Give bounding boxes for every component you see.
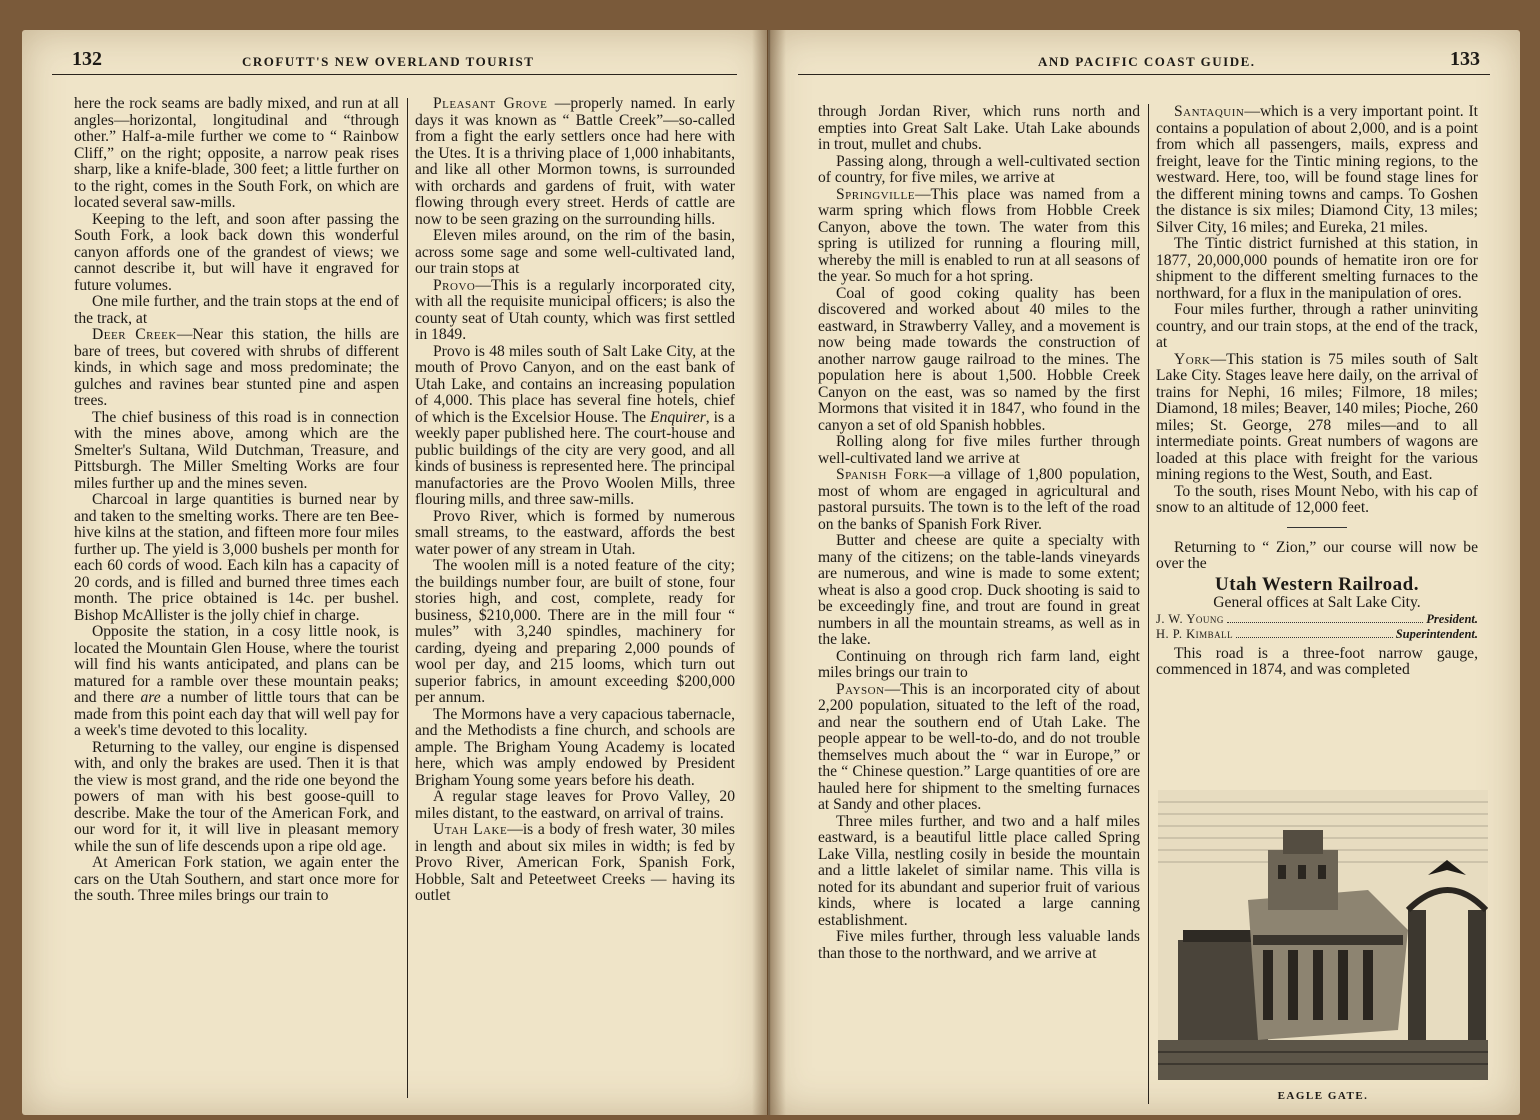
paragraph: Returning to “ Zion,” our course will now be over the xyxy=(1156,538,1478,572)
officer-row xyxy=(1156,612,1478,627)
railroad-title: Utah Western Railroad. xyxy=(1215,573,1419,595)
text-span: —is a body of fresh water, 30 miles in length and about six miles in width; is fed by Provo River, American Fork, Spanish Fork, Hobble, Salt and Peteetweet Creeks — having its outlet xyxy=(415,821,735,904)
text-span: a number of little tours that can be made from this point each day that will well pay for a week's time devoted to this locality. xyxy=(74,689,400,739)
left-column-2 xyxy=(415,96,735,905)
paragraph xyxy=(818,187,1140,286)
section-divider xyxy=(1287,527,1347,528)
text-span: —which is a very important point. It contains a population of about 2,000, and is a point from which all passengers, mails, express and freight, leave for the Tintic mining regions, to the westward. Here, too, will be found stage lines for the different mining towns and camps. To Goshen the distance is six miles; Diamond City, 13 miles; Silver City, 16 miles; and Eureka, 21 miles. xyxy=(1156,103,1478,236)
paragraph xyxy=(415,96,735,228)
left-page xyxy=(22,30,767,1115)
paragraph: The woolen mill is a noted feature of the city; the buildings number four, are built of stone, four stories high, and cost, complete, ready for business, $210,000. There are in the mill four “ mules” with 3,240 spindles, machinery for carding, dyeing and preparing 2,000 pounds of wool per day, and 215 looms, which turn out superior fabrics, in amount exceeding $200,000 per annum. xyxy=(415,557,735,706)
left-column-1 xyxy=(74,96,399,905)
right-column-2 xyxy=(1156,104,1478,679)
paragraph: Provo River, which is formed by numerous small streams, to the eastward, affords the best water power of any stream in Utah. xyxy=(415,507,735,558)
text-span: —This is a regularly incorporated city, with all the requisite municipal officers; is also the county seat of Utah county, which was first settled in 1849. xyxy=(415,276,735,343)
text-span: Provo is 48 miles south of Salt Lake City, at the mouth of Provo Canyon, and on the east bank of Utah Lake, and contains an increasing population of 4,000. This place has several fine hotels, chief of which is the Excelsior House. The xyxy=(415,342,735,426)
text-span: Opposite the station, in a cosy little nook, is located the Mountain Glen House, where the tourist will find his wants anticipated, and plans can be matured for a ramble over these mountain peaks; and there xyxy=(74,623,399,706)
paragraph xyxy=(415,822,735,905)
italic-word: Enquirer xyxy=(650,408,706,426)
page-number-right: 133 xyxy=(1450,48,1480,70)
paragraph: here the rock seams are badly mixed, and run at all angles—horizontal, longitudinal and “through other.” Half-a-mile further we come to “ Rainbow Cliff,” on the right; opposite, a narrow peak rises sharp, like a knife-blade, 300 feet; a little further on to the right, comes in the South Fork, on which are located several saw-mills. xyxy=(74,95,399,211)
place-heading: Santaquin xyxy=(1174,103,1245,120)
place-heading: York xyxy=(1174,350,1211,368)
leader-dots xyxy=(1236,627,1393,638)
paragraph: Continuing on through rich farm land, eight miles brings our train to xyxy=(818,647,1140,681)
text-span: hills are bare of trees, but covered with shrubs of different kinds, in which sage and moss predominate; the gulches and ravines bear stunted pine and aspen trees. xyxy=(74,326,399,409)
place-heading: Deer Creek xyxy=(92,326,177,343)
column-rule xyxy=(1148,104,1149,1104)
leader-dots xyxy=(1227,612,1423,623)
place-heading: Provo xyxy=(433,276,476,294)
text-span: , is a weekly paper published here. The court-house and public buildings of the city are very good, and all kinds of business is represented here. The principal manufactories are the Provo Woolen Mills, three flouring mills, and three saw-mills. xyxy=(415,408,735,508)
paragraph xyxy=(74,624,399,740)
paragraph: The chief business of this road is in connection with the mines above, among which are the Smelter's Sultana, Wild Dutchman, Treasure, and Pittsburgh. The Miller Smelting Works are four miles further up and the mines seven. xyxy=(74,408,399,492)
paragraph: At American Fork station, we again enter the cars on the Utah Southern, and start once more for the south. Three miles brings our train to xyxy=(74,854,399,904)
paragraph xyxy=(818,467,1140,533)
paragraph xyxy=(415,344,735,509)
officer-name: J. W. Young xyxy=(1156,611,1224,626)
paragraph: This road is a three-foot narrow gauge, commenced in 1874, and was completed xyxy=(1156,644,1478,678)
place-heading: Springville xyxy=(836,185,915,203)
italic-word: are xyxy=(140,689,161,706)
place-heading: Pleasant Grove xyxy=(433,95,548,112)
paragraph xyxy=(1156,104,1478,236)
paragraph: Charcoal in large quantities is burned near by and taken to the smelting works. There are ten Bee-hive kilns at the station, and fifteen more four miles further up. The yield is 3,000 bushels per month for each 60 cords of wood. Each kiln has a capacity of 20 cords, and is filled and burned three times each month. The price obtained is 14c. per bushel. Bishop McAllister is the jolly chief in charge. xyxy=(74,491,399,624)
text-span: —This is an incorporated city of about 2,200 population, situated to the left of the road, and near the southern end of Utah Lake. The people appear to be well-to-do, and do not trouble themselves much about the “ war in Europe,” or the “ Chinese question.” Large quantities of ore are hauled here for shipment to the smelting furnaces at Sandy and other places. xyxy=(818,680,1140,813)
paragraph: The Mormons have a very capacious tabernacle, and the Methodists a fine church, and schools are ample. The Brigham Young Academy is located here, which was amply endowed by President Brigham Young some years before his death. xyxy=(415,705,735,789)
text-span: —a village of 1,800 population, most of whom are engaged in agricultural and pastoral pursuits. The town is to the left of the road on the banks of Spanish Fork River. xyxy=(818,466,1140,533)
paragraph: Four miles further, through a rather uninviting country, and our train stops, at the end of the track, at xyxy=(1156,301,1478,351)
paragraph: A regular stage leaves for Provo Valley, 20 miles distant, to the eastward, on arrival of trains. xyxy=(415,788,735,822)
paragraph: Keeping to the left, and soon after passing the South Fork, a look back down this wonderful canyon affords one of the grandest of views; we cannot describe it, but will have it engraved for future volumes. xyxy=(74,210,399,294)
paragraph: Five miles further, through less valuable lands than those to the northward, and we arrive at xyxy=(818,928,1140,962)
paragraph: To the south, rises Mount Nebo, with his cap of snow to an altitude of 12,000 feet. xyxy=(1156,482,1478,516)
right-page xyxy=(768,30,1520,1115)
place-heading: Spanish Fork xyxy=(836,466,929,483)
place-heading: Payson xyxy=(836,680,885,698)
column-rule xyxy=(407,98,408,1098)
paragraph xyxy=(415,278,735,344)
officer-name: H. P. Kimball xyxy=(1156,626,1234,641)
paragraph: Three miles further, and two and a half miles eastward, is a beautiful little place called Spring Lake Villa, nestling cosily in beside the mountain and a little lakelet of similar name. This villa is noted for its abundant and superior fruit of various kinds, where is located a large canning establishment. xyxy=(818,812,1140,929)
place-heading: Utah Lake xyxy=(433,821,508,838)
illustration-caption: EAGLE GATE. xyxy=(1277,1090,1369,1102)
right-page-header xyxy=(798,46,1490,75)
left-page-header xyxy=(52,46,737,75)
paragraph: through Jordan River, which runs north and empties into Great Salt Lake. Utah Lake abounds in trout, mullet and chubs. xyxy=(818,103,1140,153)
paragraph: Eleven miles around, on the rim of the basin, across some sage and some well-cultivated land, our train stops at xyxy=(415,227,735,277)
paragraph xyxy=(1156,352,1478,484)
general-offices: General offices at Salt Lake City. xyxy=(1213,594,1421,611)
paragraph xyxy=(818,682,1140,814)
paragraph: Butter and cheese are quite a specialty with many of the citizens; on the table-lands vineyards are numerous, and wine is made to some extent; wheat is also a good crop. Duck shooting is said to be exceedingly fine, and trout are found in great numbers in all the mountain streams, as well as in the lake. xyxy=(818,532,1140,648)
text-span: —This station is 75 miles south of Salt Lake City. Stages leave here daily, on the arrival of trains for Nephi, 16 miles; Filmore, 18 miles; Diamond, 18 miles; Beaver, 140 miles; Pioche, 260 miles; St. George, 278 miles—and to all intermediate points. Great numbers of wagons are loaded at this place with freight for the various mining regions to the West, South, and East. xyxy=(1156,350,1478,483)
paragraph: Coal of good coking quality has been discovered and worked about 40 miles to the eastward, in Strawberry Valley, and a movement is now being made towards the construction of another narrow gauge railroad to the mines. The population here is about 1,500. Hobble Creek Canyon on the east, was so named by the first Mormons that visited it in 1847, who found in the canyon a set of old Spanish hobbles. xyxy=(818,284,1140,434)
paragraph: Returning to the valley, our engine is dispensed with, and only the brakes are used. Then it is that the view is most grand, and the ride one beyond the powers of man with his best goose-quill to describe. Make the tour of the American Fork, and our word for it, it will live in pleasant memory while the sun of life descends upon a ripe old age. xyxy=(74,738,399,855)
paragraph: The Tintic district furnished at this station, in 1877, 20,000,000 pounds of hematite iron ore for shipment to the different smelting furnaces to the northward, for a flux in the manipulation of ores. xyxy=(1156,235,1478,302)
paragraph xyxy=(74,327,399,410)
page-number-left: 132 xyxy=(72,48,102,70)
paragraph: Passing along, through a well-cultivated section of country, for five miles, we arrive at xyxy=(818,152,1140,186)
text-span: —properly named. In early days it was known as “ Battle Creek”—so-called from a fight the early settlers once had here with the Utes. It is a thriving place of 1,000 inhabitants, and like all other Mormon towns, is surrounded with orchards and gardens of fruit, with water flowing through every street. Herds of cattle are now to be seen grazing on the surrounding hills. xyxy=(415,95,736,228)
officer-title: President. xyxy=(1426,611,1478,626)
officer-row xyxy=(1156,627,1478,642)
officer-title: Superintendent. xyxy=(1395,626,1478,641)
paragraph: Rolling along for five miles further through well-cultivated land we arrive at xyxy=(818,433,1140,467)
eagle-gate-engraving xyxy=(1158,790,1488,1080)
text-span: —Near this station, the xyxy=(176,326,336,343)
right-column-1 xyxy=(818,104,1140,962)
running-title-left: CROFUTT'S NEW OVERLAND TOURIST xyxy=(242,54,535,69)
book-gutter xyxy=(752,30,786,1115)
running-title-right: AND PACIFIC COAST GUIDE. xyxy=(1038,54,1256,69)
paragraph: One mile further, and the train stops at the end of the track, at xyxy=(74,293,399,327)
text-span: —This place was named from a warm spring which flows from Hobble Creek Canyon, above the town. The water from this spring is utilized for running a flouring mill, whereby the mill is enabled to run at all seasons of the year. So much for a hot spring. xyxy=(818,185,1140,285)
